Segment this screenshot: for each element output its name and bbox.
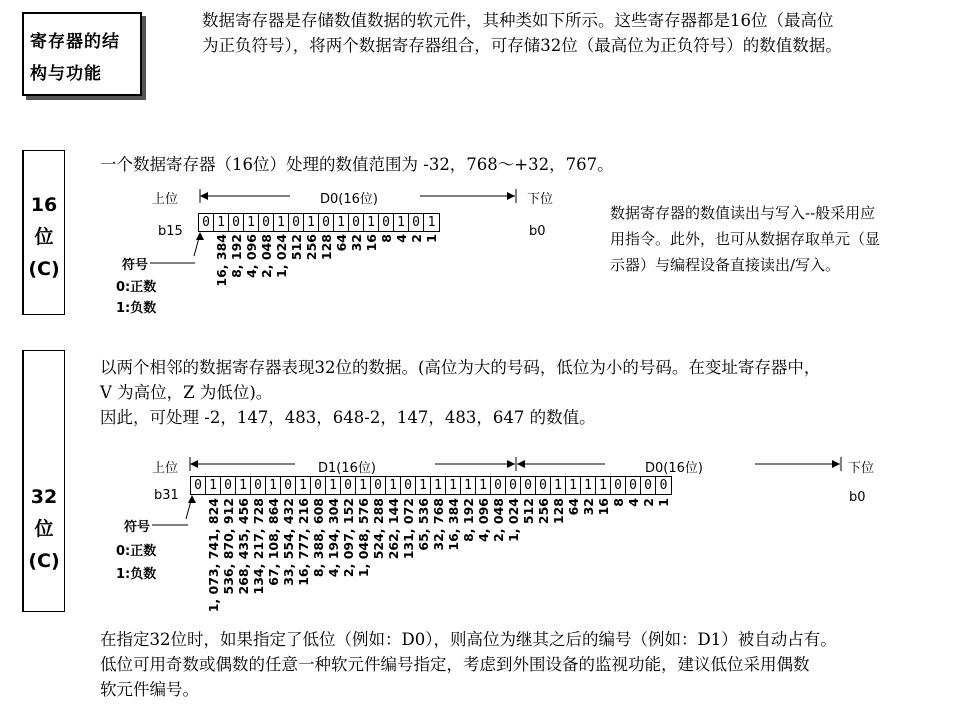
bit-weight-value: 33, 554, 432 [281,498,296,586]
bit-cell: 1 [596,477,611,494]
bit-weight-value: 65, 536 [416,498,431,551]
bit-weight-value: 1, 073, 741, 824 [206,498,221,613]
bit-weight-column [430,498,445,618]
bit-weight-value: 524, 288 [371,498,386,560]
bit-cell: 1 [446,477,461,494]
positive-label-16: 0:正数 [116,280,157,295]
bit-cell: 1 [394,214,409,231]
bit-weight-column [333,234,348,314]
bit-weight-column [295,498,310,618]
side-32-code: (C) [28,550,60,572]
bit-cell: 1 [296,477,311,494]
range-16bit-desc: 一个数据寄存器（16位）处理的数值范围为 -32，768～+32，767。 [100,155,614,174]
bit-weight-column [265,498,280,618]
bit-weight-value: 131, 072 [401,498,416,560]
bit-cell: 0 [371,477,386,494]
bit-cell: 0 [229,214,244,231]
bit-weight-column [520,498,535,618]
sign-label-32: 符号 [124,520,151,535]
section-title-line1: 寄存器的结 [30,32,120,52]
sign-arrow-32 [180,493,200,523]
bit-cell: 0 [221,477,236,494]
sign-leader-16 [150,260,200,266]
bit-weight-value: 1, 048, 576 [356,498,371,578]
bit-weight-column [378,234,393,314]
bit-weight-column [318,234,333,314]
bit-weight-value: 8 [379,234,394,243]
bit-weight-value: 4, 096 [244,234,259,278]
bit-cell: 0 [281,477,296,494]
bit-cell: 0 [611,477,626,494]
bit-weight-column [348,234,363,314]
range-arrows-32 [185,455,855,473]
bit-cell: 0 [626,477,641,494]
register-label-d0-32: D0(16位) [645,461,703,476]
side-32-unit: 位 [34,518,54,540]
section-title-box [22,12,142,96]
bit-weight-value: 4 [626,498,641,507]
bit-weight-value: 4 [394,234,409,243]
bit-weight-column [445,498,460,618]
section-title-line2: 构与功能 [30,64,102,84]
bit-weight-value: 2 [641,498,656,507]
bit-cell: 0 [319,214,334,231]
bit-weight-value: 1 [656,498,671,507]
bit-weight-column [408,234,423,314]
lower-label-16: 下位 [527,192,554,207]
bit-cell: 1 [581,477,596,494]
bit-weight-column [280,498,295,618]
footer-line2: 低位可用奇数或偶数的任意一种软元件编号指定，考虑到外围设备的监视功能，建议低位采用偶数 [100,655,810,674]
side-label-32bit [22,350,65,612]
bit-weight-value: 2, 097, 152 [341,498,356,578]
bit-weight-value: 256 [304,234,319,261]
bit-cell: 1 [566,477,581,494]
bit-cell: 1 [431,477,446,494]
bit-cell: 0 [341,477,356,494]
bit-weight-column [423,234,438,314]
bit-weight-column [213,234,228,314]
bit-weight-value: 16 [364,234,379,252]
bit-weight-value: 8, 192 [229,234,244,278]
bit-cell: 0 [409,214,424,231]
lower-label-32: 下位 [848,461,875,476]
bit-weight-value: 2 [409,234,424,243]
bit-weight-column [580,498,595,618]
bit-weight-value: 1, 024 [274,234,289,278]
bit-cell: 1 [206,477,221,494]
bit-cell: 0 [491,477,506,494]
bit-weight-column [325,498,340,618]
bit-weight-column [355,498,370,618]
bit-weights-32 [205,498,670,618]
desc32-line2: V 为高位，Z 为低位)。 [100,383,273,402]
footer-paragraph [100,627,837,702]
bit-weight-value: 8, 388, 608 [311,498,326,578]
sign-label-16: 符号 [122,258,149,273]
bit-weight-value: 134, 217, 728 [251,498,266,595]
bit-cell: 0 [379,214,394,231]
bit-weight-column [273,234,288,314]
bit-cell: 0 [289,214,304,231]
bit-weight-column [228,234,243,314]
bit-weight-column [655,498,670,618]
bit-weight-value: 2, 048 [259,234,274,278]
bit-cell: 0 [641,477,656,494]
bit-weight-value: 268, 435, 456 [236,498,251,595]
bit-cell: 1 [214,214,229,231]
bit-weight-value: 1, 024 [506,498,521,542]
bit-cell: 1 [356,477,371,494]
upper-label-16: 上位 [152,192,179,207]
side-label-16bit [22,150,65,315]
positive-label-32: 0:正数 [116,544,157,559]
bit-weight-value: 4, 096 [476,498,491,542]
bit-cell: 1 [476,477,491,494]
bit-weight-value: 16, 384 [446,498,461,551]
bit-cell: 1 [244,214,259,231]
bit-weight-value: 8, 192 [461,498,476,542]
bit-weight-value: 64 [566,498,581,516]
bit-weight-column [258,234,273,314]
side-16-code: (C) [28,258,60,280]
bit-weight-column [565,498,580,618]
bit-weight-value: 1 [424,234,439,243]
side-32-number: 32 [30,486,58,508]
intro-line1: 数据寄存器是存储数值数据的软元件，其种类如下所示。这些寄存器都是16位（最高位 [202,11,834,30]
bit-weight-column [235,498,250,618]
negative-label-32: 1:负数 [116,567,157,582]
bit-weight-value: 512 [289,234,304,261]
sign-arrow-16 [190,230,210,260]
note-line2: 用指令。此外，也可从数据存取单元（显 [610,230,881,248]
bit-weight-value: 64 [334,234,349,252]
bit-cell: 0 [506,477,521,494]
bit-cell: 0 [191,477,206,494]
bit-cell: 1 [274,214,289,231]
bit-weight-column [363,234,378,314]
register-label-d1: D1(16位) [318,461,376,476]
bit-row-32 [190,476,672,495]
bit-row-16 [198,213,440,232]
bit-cell: 0 [349,214,364,231]
bit-weight-column [393,234,408,314]
bit-cell: 1 [416,477,431,494]
bit-cell: 1 [266,477,281,494]
bit-weight-column [625,498,640,618]
bit-weight-column [303,234,318,314]
desc32-line3: 因此，可处理 -2，147，483，648-2，147，483，647 的数值。 [100,408,596,427]
upper-label-32: 上位 [152,461,179,476]
bit-weight-column [475,498,490,618]
side-16-unit: 位 [34,226,54,248]
bit-weight-column [460,498,475,618]
bit-weight-column [595,498,610,618]
bit-weight-column [250,498,265,618]
bit-weight-value: 32, 768 [431,498,446,551]
bit-cell: 1 [551,477,566,494]
bit-cell: 0 [311,477,326,494]
bit-weight-column [340,498,355,618]
bit-weight-value: 256 [536,498,551,525]
bit-cell: 0 [251,477,266,494]
bit-weight-value: 32 [581,498,596,516]
bit-cell: 1 [326,477,341,494]
sign-leader-32 [152,522,192,528]
bit-cell: 1 [304,214,319,231]
bit-weight-value: 16, 384 [214,234,229,287]
bit-weight-column [243,234,258,314]
bit-weight-column [288,234,303,314]
bit-weight-column [415,498,430,618]
bit-weight-column [490,498,505,618]
lsb-label-16: b0 [529,224,546,239]
range-32bit-desc [100,355,820,430]
bit-weight-value: 67, 108, 864 [266,498,281,586]
bit-cell: 0 [259,214,274,231]
read-write-note [610,200,880,278]
bit-weight-column [505,498,520,618]
bit-cell: 1 [364,214,379,231]
lsb-label-32: b0 [849,490,866,505]
bit-weight-value: 262, 144 [386,498,401,560]
footer-line1: 在指定32位时，如果指定了低位（例如：D0），则高位为继其之后的编号（例如：D1）被自动占有。 [100,630,837,649]
bit-weight-value: 8 [611,498,626,507]
bit-weight-value: 512 [521,498,536,525]
desc32-line1: 以两个相邻的数据寄存器表现32位的数据。(高位为大的号码，低位为小的号码。在变址寄存器中， [100,358,821,377]
intro-paragraph [202,8,842,58]
bit-weight-column [400,498,415,618]
bit-weight-value: 2, 048 [491,498,506,542]
intro-line2: 为正负符号），将两个数据寄存器组合，可存储32位（最高位为正负符号）的数值数据。 [202,36,842,55]
note-line1: 数据寄存器的数值读出与写入--般采用应 [610,204,876,222]
msb-label-16: b15 [158,224,183,239]
bit-weight-column [205,498,220,618]
bit-weight-column [535,498,550,618]
bit-weight-value: 128 [319,234,334,261]
bit-weight-value: 16 [596,498,611,516]
bit-weight-column [370,498,385,618]
bit-weight-value: 128 [551,498,566,525]
bit-cell: 0 [521,477,536,494]
bit-cell: 1 [461,477,476,494]
bit-weight-column [610,498,625,618]
bit-weights-16 [213,234,438,314]
bit-cell: 0 [401,477,416,494]
msb-label-32: b31 [154,488,179,503]
bit-cell: 0 [199,214,214,231]
bit-cell: 1 [427,215,436,230]
bit-cell: 0 [659,478,668,493]
bit-weight-value: 536, 870, 912 [221,498,236,595]
note-line3: 示器）与编程设备直接读出/写入。 [610,256,841,274]
bit-weight-column [385,498,400,618]
side-16-number: 16 [30,194,58,216]
bit-weight-column [640,498,655,618]
register-label-d0-16: D0(16位) [320,192,378,207]
bit-weight-column [220,498,235,618]
bit-weight-column [550,498,565,618]
bit-cell: 1 [334,214,349,231]
footer-line3: 软元件编号。 [100,680,199,699]
bit-weight-value: 16, 777, 216 [296,498,311,586]
bit-weight-column [310,498,325,618]
negative-label-16: 1:负数 [116,301,157,316]
bit-cell: 0 [536,477,551,494]
bit-weight-value: 4, 194, 304 [326,498,341,578]
bit-weight-value: 32 [349,234,364,252]
bit-cell: 1 [236,477,251,494]
bit-cell: 1 [386,477,401,494]
